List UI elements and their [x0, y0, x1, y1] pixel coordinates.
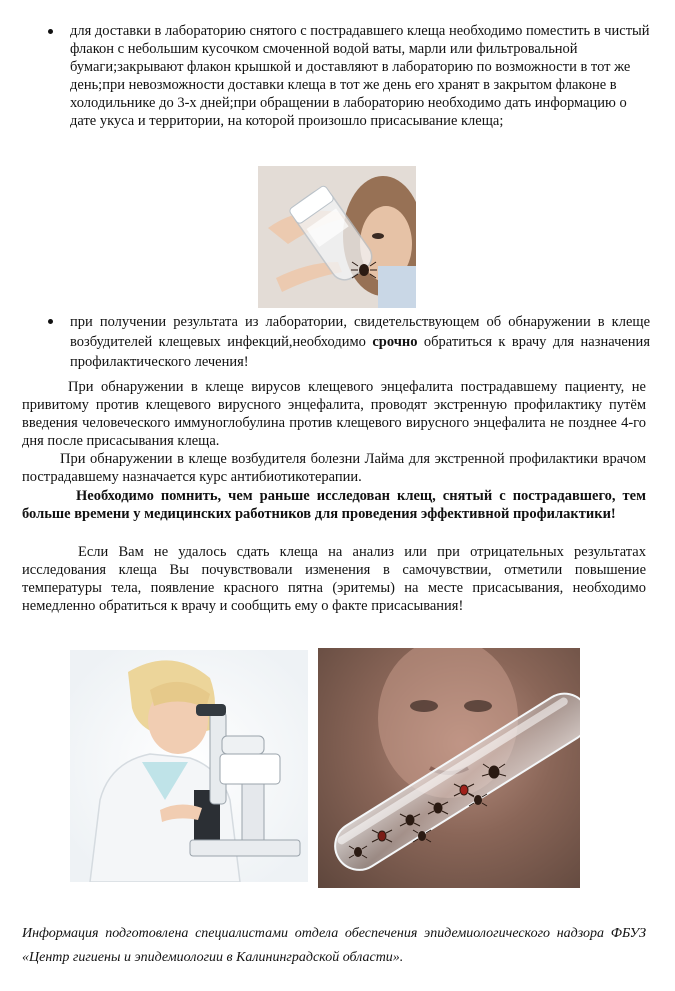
bullet-text — [70, 312, 650, 372]
bullet-text-before: при получении результата из лаборатории, свидетельствующем об обнаружении в клеще возбудителей клещевых инфекций,необходимо — [70, 314, 650, 350]
lab-microscope-photo — [70, 650, 308, 882]
list-item — [48, 312, 648, 376]
bullet-marker — [48, 29, 53, 34]
bullet-text: для доставки в лабораторию снятого с пострадавшего клеща необходимо поместить в чистый флакон с небольшим кусочком смоченной водой ваты, марли или фильтровальной бумаги;закрывают флакон крышкой и доставляют в лабораторию по возможности в тот же день;при невозможности доставки клеща в тот же день его хранят в закрытом флаконе в холодильнике до 3-х дней;при обращении в лабораторию необходимо дать информацию о дате укуса и территории, на которой произошло присасывание клеща; — [70, 23, 650, 129]
paragraph-advice: Если Вам не удалось сдать клеща на анализ или при отрицательных результатах исследования клеща Вы почувствовали изменения в самочувствии, отметили повышение температуры тела, появление красного пятна (эритемы) на месте присасывания, необходимо немедленно обратиться к врачу и сообщить ему о факте присасывания! — [22, 544, 646, 614]
tick-vial-photo — [258, 166, 416, 308]
bullet-marker — [48, 319, 53, 324]
ticks-test-tube-photo — [318, 648, 580, 888]
bullet-text-emphasis: срочно — [372, 334, 418, 350]
paragraph-reminder: Необходимо помнить, чем раньше исследован клещ, снятый с пострадавшего, тем больше времени у медицинских работников для проведения эффективной профилактики! — [22, 488, 646, 522]
tick-icon — [351, 262, 377, 278]
paragraph-encephalitis: При обнаружении в клеще вирусов клещевого энцефалита пострадавшему пациенту, не привитому против клещевого вирусного энцефалита, проводят экстренную профилактику путём введения человеческого иммуноглобулина против клещевого вирусного энцефалита не позднее 4-го дня после присасывания клеща. — [22, 379, 646, 449]
list-item — [48, 22, 648, 152]
paragraph-lyme: При обнаружении в клеще возбудителя болезни Лайма для экстренной профилактики врачом пострадавшему назначается курс антибиотикотерапии. — [22, 451, 646, 485]
bullet-text-after: обратиться к врачу для назначения профилактического лечения! — [70, 334, 650, 370]
footer-credit: Информация подготовлена специалистами отдела обеспечения эпидемиологического надзора ФБУЗ «Центр гигиены и эпидемиологии в Калининградской области». — [22, 926, 646, 965]
